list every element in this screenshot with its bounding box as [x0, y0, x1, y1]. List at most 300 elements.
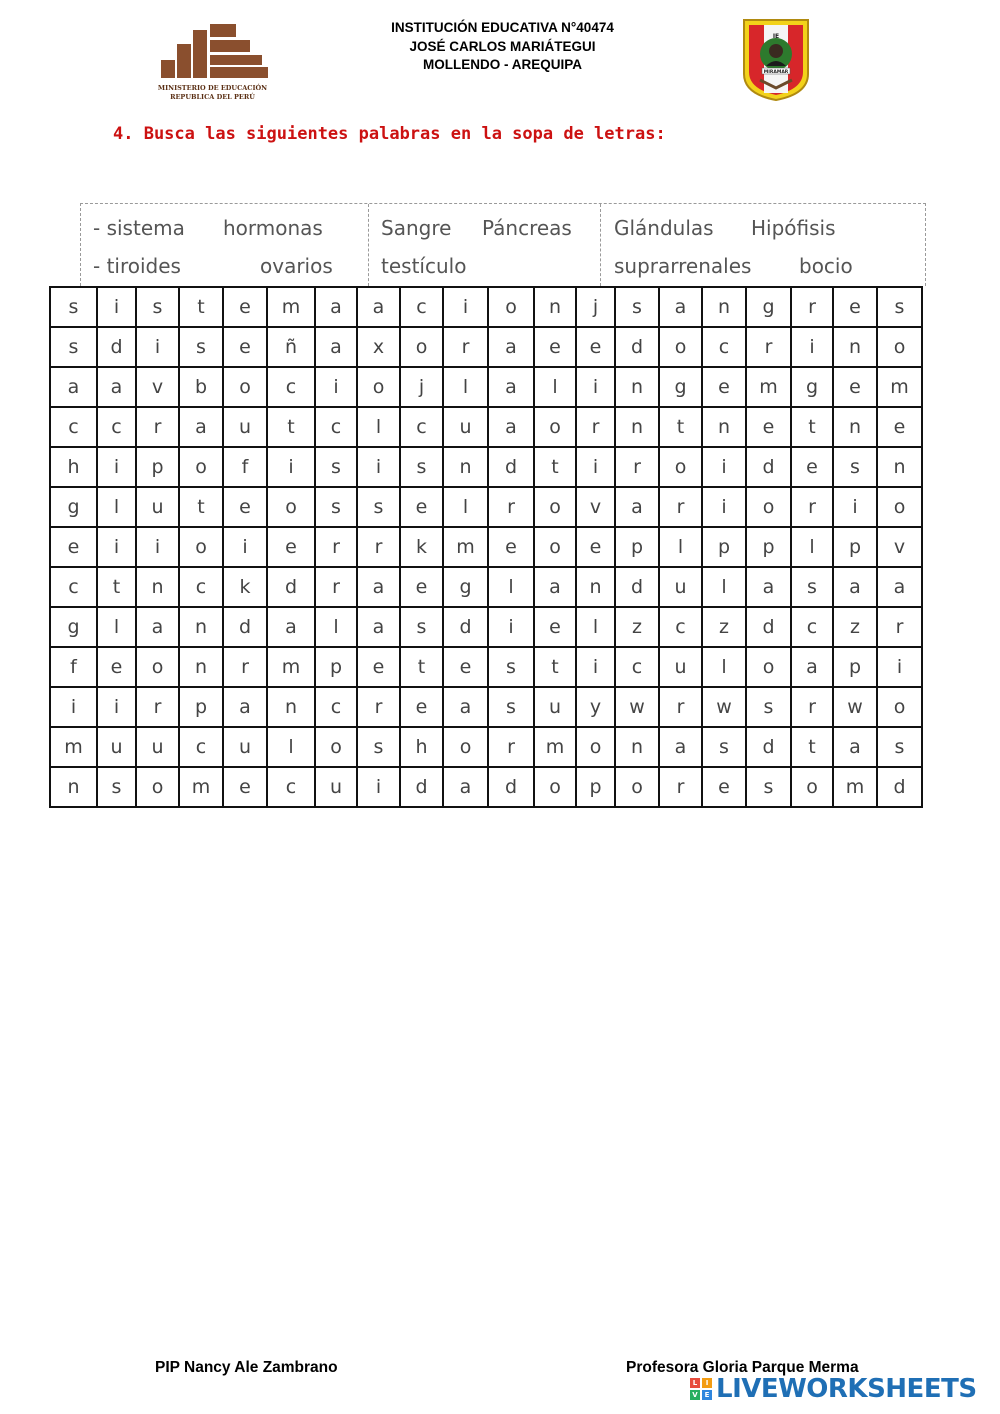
- grid-cell[interactable]: i: [315, 367, 357, 407]
- grid-cell[interactable]: c: [615, 647, 659, 687]
- grid-cell[interactable]: r: [659, 487, 702, 527]
- grid-cell[interactable]: e: [267, 527, 315, 567]
- grid-cell[interactable]: o: [223, 367, 267, 407]
- grid-cell[interactable]: r: [791, 687, 833, 727]
- grid-cell[interactable]: o: [534, 407, 576, 447]
- grid-cell[interactable]: a: [791, 647, 833, 687]
- grid-cell[interactable]: f: [223, 447, 267, 487]
- grid-cell[interactable]: u: [443, 407, 488, 447]
- word-bocio: bocio: [799, 254, 853, 278]
- grid-row: [50, 647, 922, 687]
- grid-cell[interactable]: i: [357, 447, 400, 487]
- word-search-grid: [49, 286, 923, 808]
- grid-cell[interactable]: h: [50, 447, 97, 487]
- grid-cell[interactable]: d: [615, 327, 659, 367]
- crest-ie-text: IE: [772, 33, 780, 40]
- lw-letter-l: L: [690, 1378, 700, 1388]
- grid-cell[interactable]: l: [576, 607, 615, 647]
- grid-cell[interactable]: o: [877, 327, 922, 367]
- grid-cell[interactable]: r: [877, 607, 922, 647]
- grid-cell[interactable]: i: [50, 687, 97, 727]
- grid-cell[interactable]: a: [179, 407, 223, 447]
- grid-cell[interactable]: a: [659, 727, 702, 767]
- grid-cell[interactable]: a: [315, 327, 357, 367]
- grid-cell[interactable]: t: [791, 407, 833, 447]
- grid-cell[interactable]: r: [357, 527, 400, 567]
- grid-cell[interactable]: d: [267, 567, 315, 607]
- grid-cell[interactable]: e: [443, 647, 488, 687]
- grid-cell[interactable]: r: [615, 447, 659, 487]
- grid-cell[interactable]: i: [267, 447, 315, 487]
- grid-cell[interactable]: r: [315, 527, 357, 567]
- grid-cell[interactable]: s: [315, 447, 357, 487]
- grid-cell[interactable]: o: [659, 447, 702, 487]
- grid-cell[interactable]: a: [488, 407, 534, 447]
- grid-cell[interactable]: a: [50, 367, 97, 407]
- grid-cell[interactable]: e: [223, 327, 267, 367]
- grid-cell[interactable]: o: [746, 647, 791, 687]
- grid-cell[interactable]: r: [488, 727, 534, 767]
- header-line-3: MOLLENDO - AREQUIPA: [423, 57, 582, 72]
- grid-cell[interactable]: r: [659, 687, 702, 727]
- grid-cell[interactable]: n: [179, 607, 223, 647]
- grid-cell[interactable]: i: [357, 767, 400, 807]
- grid-row: [50, 727, 922, 767]
- grid-cell[interactable]: u: [136, 727, 179, 767]
- word-list-box: [80, 203, 926, 286]
- grid-cell[interactable]: a: [97, 367, 136, 407]
- grid-cell[interactable]: c: [315, 687, 357, 727]
- grid-cell[interactable]: e: [400, 687, 443, 727]
- grid-cell[interactable]: v: [576, 487, 615, 527]
- grid-cell[interactable]: s: [136, 287, 179, 327]
- grid-cell[interactable]: e: [833, 287, 877, 327]
- grid-cell[interactable]: n: [267, 687, 315, 727]
- grid-cell[interactable]: t: [659, 407, 702, 447]
- grid-cell[interactable]: c: [400, 287, 443, 327]
- grid-cell[interactable]: m: [443, 527, 488, 567]
- grid-cell[interactable]: i: [576, 647, 615, 687]
- grid-row: [50, 287, 922, 327]
- grid-cell[interactable]: n: [615, 727, 659, 767]
- grid-cell[interactable]: d: [746, 447, 791, 487]
- grid-cell[interactable]: u: [659, 647, 702, 687]
- grid-cell[interactable]: r: [136, 407, 179, 447]
- grid-cell[interactable]: p: [136, 447, 179, 487]
- grid-cell[interactable]: m: [877, 367, 922, 407]
- grid-cell[interactable]: u: [223, 407, 267, 447]
- grid-cell[interactable]: l: [659, 527, 702, 567]
- grid-cell[interactable]: p: [833, 647, 877, 687]
- grid-cell[interactable]: e: [223, 487, 267, 527]
- grid-cell[interactable]: p: [576, 767, 615, 807]
- grid-cell[interactable]: o: [534, 527, 576, 567]
- grid-cell[interactable]: l: [488, 567, 534, 607]
- word-glandulas: Glándulas: [614, 216, 714, 240]
- grid-cell[interactable]: n: [534, 287, 576, 327]
- grid-cell[interactable]: i: [97, 527, 136, 567]
- grid-cell[interactable]: k: [400, 527, 443, 567]
- grid-cell[interactable]: c: [702, 327, 746, 367]
- grid-cell[interactable]: j: [576, 287, 615, 327]
- grid-cell[interactable]: e: [746, 407, 791, 447]
- grid-cell[interactable]: o: [746, 487, 791, 527]
- grid-cell[interactable]: r: [357, 687, 400, 727]
- grid-cell[interactable]: i: [97, 447, 136, 487]
- grid-cell[interactable]: l: [534, 367, 576, 407]
- grid-cell[interactable]: r: [791, 287, 833, 327]
- grid-cell[interactable]: d: [488, 447, 534, 487]
- grid-cell[interactable]: d: [746, 727, 791, 767]
- grid-cell[interactable]: n: [443, 447, 488, 487]
- grid-cell[interactable]: a: [534, 567, 576, 607]
- grid-row: [50, 447, 922, 487]
- grid-cell[interactable]: n: [702, 287, 746, 327]
- grid-cell[interactable]: p: [615, 527, 659, 567]
- grid-cell[interactable]: r: [659, 767, 702, 807]
- grid-cell[interactable]: o: [877, 487, 922, 527]
- grid-cell[interactable]: n: [615, 407, 659, 447]
- grid-cell[interactable]: l: [443, 487, 488, 527]
- grid-cell[interactable]: o: [357, 367, 400, 407]
- liveworksheets-squares-icon: [690, 1378, 712, 1400]
- grid-cell[interactable]: n: [833, 407, 877, 447]
- grid-cell[interactable]: n: [877, 447, 922, 487]
- grid-cell[interactable]: g: [443, 567, 488, 607]
- grid-cell[interactable]: u: [223, 727, 267, 767]
- header-line-2: JOSÉ CARLOS MARIÁTEGUI: [409, 38, 596, 54]
- grid-cell[interactable]: o: [315, 727, 357, 767]
- grid-cell[interactable]: a: [267, 607, 315, 647]
- grid-cell[interactable]: e: [534, 327, 576, 367]
- word-sistema: - sistema: [93, 216, 185, 240]
- grid-cell[interactable]: r: [488, 487, 534, 527]
- grid-cell[interactable]: s: [50, 287, 97, 327]
- word-ovarios: ovarios: [260, 254, 333, 278]
- grid-cell[interactable]: c: [50, 407, 97, 447]
- grid-cell[interactable]: t: [97, 567, 136, 607]
- grid-cell[interactable]: g: [659, 367, 702, 407]
- grid-cell[interactable]: u: [136, 487, 179, 527]
- grid-cell[interactable]: t: [267, 407, 315, 447]
- grid-cell[interactable]: z: [702, 607, 746, 647]
- grid-cell[interactable]: e: [877, 407, 922, 447]
- grid-cell[interactable]: l: [702, 647, 746, 687]
- grid-cell[interactable]: u: [315, 767, 357, 807]
- word-pancreas: Páncreas: [482, 216, 572, 240]
- grid-cell[interactable]: r: [791, 487, 833, 527]
- grid-cell[interactable]: d: [400, 767, 443, 807]
- grid-cell[interactable]: e: [833, 367, 877, 407]
- grid-cell[interactable]: i: [833, 487, 877, 527]
- grid-cell[interactable]: n: [50, 767, 97, 807]
- grid-row: [50, 367, 922, 407]
- grid-cell[interactable]: e: [702, 767, 746, 807]
- grid-cell[interactable]: o: [877, 687, 922, 727]
- grid-cell[interactable]: r: [315, 567, 357, 607]
- grid-cell[interactable]: t: [179, 487, 223, 527]
- grid-cell[interactable]: o: [791, 767, 833, 807]
- grid-cell[interactable]: e: [357, 647, 400, 687]
- grid-cell[interactable]: i: [877, 647, 922, 687]
- grid-cell[interactable]: s: [746, 767, 791, 807]
- grid-cell[interactable]: r: [576, 407, 615, 447]
- ministry-logo: [155, 22, 270, 108]
- grid-cell[interactable]: u: [534, 687, 576, 727]
- grid-cell[interactable]: e: [791, 447, 833, 487]
- liveworksheets-wordmark: LIVEWORKSHEETS: [716, 1374, 977, 1404]
- grid-cell[interactable]: c: [267, 767, 315, 807]
- school-header: [300, 19, 705, 75]
- grid-cell[interactable]: i: [97, 687, 136, 727]
- grid-cell[interactable]: l: [97, 607, 136, 647]
- grid-cell[interactable]: a: [223, 687, 267, 727]
- grid-cell[interactable]: o: [534, 487, 576, 527]
- grid-cell[interactable]: e: [223, 767, 267, 807]
- grid-cell[interactable]: s: [488, 687, 534, 727]
- grid-cell[interactable]: c: [50, 567, 97, 607]
- grid-cell[interactable]: n: [576, 567, 615, 607]
- grid-cell[interactable]: c: [267, 367, 315, 407]
- grid-cell[interactable]: t: [179, 287, 223, 327]
- lw-letter-e: E: [702, 1390, 712, 1400]
- grid-cell[interactable]: u: [659, 567, 702, 607]
- grid-cell[interactable]: a: [659, 287, 702, 327]
- grid-cell[interactable]: w: [833, 687, 877, 727]
- grid-cell[interactable]: z: [833, 607, 877, 647]
- grid-cell[interactable]: i: [576, 367, 615, 407]
- grid-cell[interactable]: e: [97, 647, 136, 687]
- grid-cell[interactable]: t: [534, 447, 576, 487]
- grid-cell[interactable]: e: [488, 527, 534, 567]
- grid-cell[interactable]: r: [136, 687, 179, 727]
- grid-cell[interactable]: d: [615, 567, 659, 607]
- grid-cell[interactable]: s: [315, 487, 357, 527]
- word-tiroides: - tiroides: [93, 254, 181, 278]
- logo-caption-line-2: REPUBLICA DEL PERÚ: [170, 93, 255, 101]
- grid-cell[interactable]: a: [746, 567, 791, 607]
- grid-cell[interactable]: t: [534, 647, 576, 687]
- grid-cell[interactable]: c: [97, 407, 136, 447]
- grid-cell[interactable]: c: [179, 567, 223, 607]
- grid-cell[interactable]: e: [534, 607, 576, 647]
- lw-letter-v: V: [690, 1390, 700, 1400]
- grid-cell[interactable]: l: [357, 407, 400, 447]
- grid-cell[interactable]: d: [746, 607, 791, 647]
- instruction-text: 4. Busca las siguientes palabras en la sopa de letras:: [113, 124, 666, 144]
- grid-cell[interactable]: s: [877, 287, 922, 327]
- header-line-1: INSTITUCIÓN EDUCATIVA N°40474: [391, 20, 614, 35]
- word-hormonas: hormonas: [223, 216, 323, 240]
- grid-cell[interactable]: s: [400, 607, 443, 647]
- grid-cell[interactable]: a: [833, 727, 877, 767]
- grid-cell[interactable]: d: [488, 767, 534, 807]
- grid-cell[interactable]: e: [223, 287, 267, 327]
- grid-cell[interactable]: i: [702, 487, 746, 527]
- grid-cell[interactable]: c: [400, 407, 443, 447]
- grid-cell[interactable]: l: [443, 367, 488, 407]
- grid-cell[interactable]: i: [791, 327, 833, 367]
- grid-cell[interactable]: i: [702, 447, 746, 487]
- grid-cell[interactable]: ñ: [267, 327, 315, 367]
- grid-cell[interactable]: d: [223, 607, 267, 647]
- grid-cell[interactable]: s: [488, 647, 534, 687]
- grid-cell[interactable]: a: [615, 487, 659, 527]
- grid-cell[interactable]: t: [400, 647, 443, 687]
- footer-author-left: PIP Nancy Ale Zambrano: [155, 1359, 338, 1376]
- grid-cell[interactable]: c: [791, 607, 833, 647]
- grid-cell[interactable]: b: [179, 367, 223, 407]
- grid-cell[interactable]: e: [576, 327, 615, 367]
- grid-cell[interactable]: n: [179, 647, 223, 687]
- grid-cell[interactable]: w: [615, 687, 659, 727]
- grid-cell[interactable]: k: [223, 567, 267, 607]
- grid-cell[interactable]: a: [357, 607, 400, 647]
- footer-author-right: Profesora Gloria Parque Merma: [626, 1359, 859, 1376]
- grid-cell[interactable]: h: [400, 727, 443, 767]
- grid-cell[interactable]: f: [50, 647, 97, 687]
- grid-cell[interactable]: i: [136, 527, 179, 567]
- grid-cell[interactable]: g: [746, 287, 791, 327]
- grid-cell[interactable]: a: [357, 567, 400, 607]
- word-sangre: Sangre: [381, 216, 452, 240]
- grid-cell[interactable]: d: [877, 767, 922, 807]
- grid-cell[interactable]: j: [400, 367, 443, 407]
- grid-cell[interactable]: e: [702, 367, 746, 407]
- grid-cell[interactable]: u: [97, 727, 136, 767]
- grid-cell[interactable]: o: [179, 527, 223, 567]
- word-testiculo: testículo: [381, 254, 467, 278]
- logo-caption-line-1: MINISTERIO DE EDUCACIÓN: [157, 84, 268, 92]
- grid-cell[interactable]: p: [746, 527, 791, 567]
- grid-cell[interactable]: a: [315, 287, 357, 327]
- grid-cell[interactable]: n: [833, 327, 877, 367]
- grid-row: [50, 607, 922, 647]
- grid-cell[interactable]: a: [443, 767, 488, 807]
- grid-cell[interactable]: s: [50, 327, 97, 367]
- grid-cell[interactable]: o: [267, 487, 315, 527]
- grid-cell[interactable]: a: [357, 287, 400, 327]
- grid-cell[interactable]: e: [576, 527, 615, 567]
- grid-cell[interactable]: s: [615, 287, 659, 327]
- grid-cell[interactable]: e: [50, 527, 97, 567]
- grid-cell[interactable]: i: [136, 327, 179, 367]
- grid-cell[interactable]: i: [223, 527, 267, 567]
- word-suprarrenales: suprarrenales: [614, 254, 752, 278]
- grid-cell[interactable]: l: [97, 487, 136, 527]
- grid-cell[interactable]: t: [791, 727, 833, 767]
- grid-cell[interactable]: o: [443, 727, 488, 767]
- grid-cell[interactable]: s: [400, 447, 443, 487]
- grid-cell[interactable]: w: [702, 687, 746, 727]
- grid-cell[interactable]: o: [615, 767, 659, 807]
- grid-cell[interactable]: y: [576, 687, 615, 727]
- lw-letter-i: I: [702, 1378, 712, 1388]
- grid-cell[interactable]: s: [877, 727, 922, 767]
- grid-cell[interactable]: x: [357, 327, 400, 367]
- grid-cell[interactable]: o: [136, 767, 179, 807]
- grid-cell[interactable]: i: [488, 607, 534, 647]
- grid-cell[interactable]: m: [746, 367, 791, 407]
- grid-cell[interactable]: r: [746, 327, 791, 367]
- grid-cell[interactable]: m: [267, 647, 315, 687]
- grid-cell[interactable]: p: [833, 527, 877, 567]
- grid-cell[interactable]: o: [179, 447, 223, 487]
- grid-cell[interactable]: a: [443, 687, 488, 727]
- grid-cell[interactable]: g: [50, 607, 97, 647]
- grid-cell[interactable]: m: [179, 767, 223, 807]
- grid-row: [50, 567, 922, 607]
- grid-cell[interactable]: g: [50, 487, 97, 527]
- grid-cell[interactable]: e: [400, 567, 443, 607]
- grid-row: [50, 527, 922, 567]
- grid-cell[interactable]: i: [97, 287, 136, 327]
- grid-cell[interactable]: s: [791, 567, 833, 607]
- grid-row: [50, 767, 922, 807]
- grid-cell[interactable]: l: [791, 527, 833, 567]
- grid-cell[interactable]: p: [179, 687, 223, 727]
- grid-cell[interactable]: m: [833, 767, 877, 807]
- grid-cell[interactable]: s: [357, 727, 400, 767]
- grid-cell[interactable]: i: [443, 287, 488, 327]
- grid-cell[interactable]: l: [702, 567, 746, 607]
- grid-cell[interactable]: r: [223, 647, 267, 687]
- grid-cell[interactable]: a: [877, 567, 922, 607]
- grid-cell[interactable]: v: [136, 367, 179, 407]
- grid-cell[interactable]: o: [534, 767, 576, 807]
- grid-cell[interactable]: s: [833, 447, 877, 487]
- grid-cell[interactable]: i: [576, 447, 615, 487]
- grid-cell[interactable]: g: [791, 367, 833, 407]
- grid-cell[interactable]: z: [615, 607, 659, 647]
- grid-cell[interactable]: p: [315, 647, 357, 687]
- grid-cell[interactable]: m: [534, 727, 576, 767]
- grid-cell[interactable]: n: [136, 567, 179, 607]
- grid-cell[interactable]: o: [488, 287, 534, 327]
- grid-cell[interactable]: a: [488, 367, 534, 407]
- grid-cell[interactable]: s: [702, 727, 746, 767]
- grid-cell[interactable]: d: [97, 327, 136, 367]
- grid-cell[interactable]: s: [357, 487, 400, 527]
- grid-cell[interactable]: o: [576, 727, 615, 767]
- grid-cell[interactable]: a: [136, 607, 179, 647]
- grid-cell[interactable]: o: [400, 327, 443, 367]
- grid-cell[interactable]: a: [833, 567, 877, 607]
- grid-cell[interactable]: n: [702, 407, 746, 447]
- grid-cell[interactable]: p: [702, 527, 746, 567]
- liveworksheets-logo: [690, 1374, 977, 1404]
- grid-cell[interactable]: c: [659, 607, 702, 647]
- grid-cell[interactable]: l: [315, 607, 357, 647]
- grid-cell[interactable]: o: [659, 327, 702, 367]
- grid-cell[interactable]: l: [267, 727, 315, 767]
- grid-cell[interactable]: d: [443, 607, 488, 647]
- word-hipofisis: Hipófisis: [751, 216, 836, 240]
- grid-cell[interactable]: c: [315, 407, 357, 447]
- grid-cell[interactable]: m: [50, 727, 97, 767]
- grid-cell[interactable]: e: [400, 487, 443, 527]
- grid-cell[interactable]: a: [488, 327, 534, 367]
- grid-cell[interactable]: s: [97, 767, 136, 807]
- grid-cell[interactable]: s: [179, 327, 223, 367]
- grid-cell[interactable]: c: [179, 727, 223, 767]
- grid-cell[interactable]: n: [615, 367, 659, 407]
- grid-cell[interactable]: s: [746, 687, 791, 727]
- grid-cell[interactable]: m: [267, 287, 315, 327]
- grid-cell[interactable]: r: [443, 327, 488, 367]
- grid-cell[interactable]: o: [136, 647, 179, 687]
- grid-cell[interactable]: v: [877, 527, 922, 567]
